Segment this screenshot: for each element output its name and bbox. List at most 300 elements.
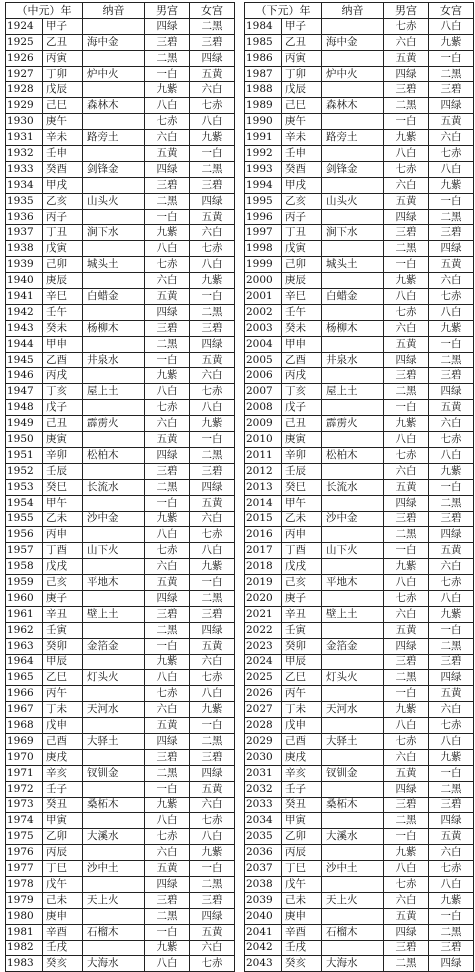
- table-row: [6, 876, 235, 892]
- female-palace-cell: 二黑: [190, 590, 235, 606]
- table-row: [6, 352, 235, 368]
- nayin-cell: 天河水: [83, 702, 145, 718]
- year-cell: 1994: [245, 177, 282, 193]
- female-palace-cell: 七赤: [429, 861, 474, 877]
- male-palace-cell: 九紫: [145, 368, 190, 384]
- female-palace-cell: 三碧: [429, 82, 474, 98]
- female-palace-cell: 八白: [190, 257, 235, 273]
- table-row: [6, 50, 235, 66]
- male-palace-cell: 一白: [384, 543, 429, 559]
- year-cell: 1982: [6, 940, 43, 956]
- female-palace-cell: 二黑: [190, 733, 235, 749]
- nayin-cell: [83, 177, 145, 193]
- female-palace-cell: 五黄: [190, 209, 235, 225]
- table-row: [245, 463, 474, 479]
- year-cell: 2041: [245, 924, 282, 940]
- ganzhi-cell: 壬寅: [282, 622, 322, 638]
- table-row: [6, 924, 235, 940]
- female-palace-cell: 四绿: [190, 908, 235, 924]
- nayin-cell: [83, 940, 145, 956]
- female-palace-cell: 四绿: [190, 336, 235, 352]
- table-row: [245, 797, 474, 813]
- female-palace-cell: 二黑: [429, 638, 474, 654]
- male-palace-cell: 三碧: [145, 892, 190, 908]
- ganzhi-cell: 丙戌: [43, 368, 83, 384]
- male-palace-cell: 四绿: [145, 161, 190, 177]
- nayin-cell: [83, 273, 145, 289]
- ganzhi-cell: 甲申: [282, 336, 322, 352]
- male-palace-cell: 三碧: [145, 463, 190, 479]
- nayin-cell: [322, 304, 384, 320]
- year-cell: 1950: [6, 432, 43, 448]
- female-palace-cell: 一白: [429, 193, 474, 209]
- nayin-cell: [322, 654, 384, 670]
- year-cell: 1987: [245, 66, 282, 82]
- male-palace-cell: 二黑: [384, 670, 429, 686]
- ganzhi-cell: 辛酉: [43, 924, 83, 940]
- male-palace-cell: 五黄: [384, 336, 429, 352]
- female-palace-cell: 八白: [429, 876, 474, 892]
- nayin-cell: 炉中火: [83, 66, 145, 82]
- middle-era-table-body: [6, 18, 235, 971]
- female-palace-cell: 六白: [190, 225, 235, 241]
- nayin-cell: [83, 781, 145, 797]
- ganzhi-cell: 乙酉: [43, 352, 83, 368]
- year-cell: 1948: [6, 400, 43, 416]
- ganzhi-cell: 壬戌: [282, 940, 322, 956]
- year-cell: 2012: [245, 463, 282, 479]
- table-row: [6, 336, 235, 352]
- ganzhi-cell: 戊子: [282, 400, 322, 416]
- ganzhi-cell: 己巳: [282, 98, 322, 114]
- female-palace-cell: 八白: [429, 733, 474, 749]
- female-palace-cell: 二黑: [429, 209, 474, 225]
- table-row: [245, 320, 474, 336]
- male-palace-cell: 三碧: [384, 940, 429, 956]
- nayin-cell: [83, 686, 145, 702]
- table-row: [6, 177, 235, 193]
- male-palace-cell: 三碧: [145, 177, 190, 193]
- nayin-cell: [322, 177, 384, 193]
- ganzhi-cell: 己丑: [282, 416, 322, 432]
- nayin-cell: 壁上土: [83, 606, 145, 622]
- nayin-cell: [83, 718, 145, 734]
- year-cell: 2002: [245, 304, 282, 320]
- female-palace-cell: 二黑: [429, 352, 474, 368]
- table-row: [6, 892, 235, 908]
- female-palace-cell: 五黄: [429, 257, 474, 273]
- year-cell: 1925: [6, 34, 43, 50]
- female-palace-cell: 四绿: [429, 527, 474, 543]
- nayin-cell: [322, 908, 384, 924]
- female-palace-cell: 二黑: [190, 304, 235, 320]
- nayin-cell: [322, 495, 384, 511]
- ganzhi-cell: 乙卯: [282, 829, 322, 845]
- nayin-cell: [322, 876, 384, 892]
- nayin-cell: [322, 813, 384, 829]
- nayin-cell: 钗钏金: [322, 765, 384, 781]
- female-palace-cell: 八白: [429, 590, 474, 606]
- ganzhi-cell: 戊寅: [282, 241, 322, 257]
- male-palace-cell: 八白: [384, 146, 429, 162]
- year-cell: 1995: [245, 193, 282, 209]
- year-cell: 2018: [245, 559, 282, 575]
- year-cell: 1966: [6, 686, 43, 702]
- nayin-cell: 灯头火: [83, 670, 145, 686]
- nayin-cell: [322, 209, 384, 225]
- table-row: [6, 114, 235, 130]
- nayin-cell: [83, 813, 145, 829]
- table-row: [245, 225, 474, 241]
- female-palace-cell: 四绿: [429, 670, 474, 686]
- female-palace-cell: 九紫: [429, 463, 474, 479]
- female-palace-cell: 一白: [429, 622, 474, 638]
- male-palace-cell: 五黄: [384, 765, 429, 781]
- nayin-cell: 白蜡金: [83, 289, 145, 305]
- year-cell: 1936: [6, 209, 43, 225]
- year-cell: 1993: [245, 161, 282, 177]
- table-row: [245, 384, 474, 400]
- table-row: [6, 18, 235, 34]
- female-palace-cell: 九紫: [190, 130, 235, 146]
- table-row: [6, 797, 235, 813]
- female-palace-cell: 一白: [190, 432, 235, 448]
- male-palace-cell: 五黄: [145, 146, 190, 162]
- male-palace-cell: 八白: [384, 289, 429, 305]
- female-palace-cell: 三碧: [429, 225, 474, 241]
- ganzhi-cell: 壬寅: [43, 622, 83, 638]
- nayin-cell: [322, 527, 384, 543]
- year-cell: 2004: [245, 336, 282, 352]
- ganzhi-cell: 丁卯: [282, 66, 322, 82]
- nayin-cell: [322, 273, 384, 289]
- year-cell: 1924: [6, 18, 43, 34]
- nayin-cell: 炉中火: [322, 66, 384, 82]
- year-cell: 1971: [6, 765, 43, 781]
- nayin-cell: [83, 146, 145, 162]
- nayin-cell: 金箔金: [83, 638, 145, 654]
- table-row: [245, 702, 474, 718]
- female-palace-cell: 五黄: [190, 781, 235, 797]
- table-row: [6, 765, 235, 781]
- year-cell: 2021: [245, 606, 282, 622]
- table-row: [6, 718, 235, 734]
- nayin-cell: [322, 50, 384, 66]
- male-palace-cell: 五黄: [384, 193, 429, 209]
- table-row: [245, 241, 474, 257]
- ganzhi-cell: 丙子: [282, 209, 322, 225]
- male-palace-cell: 五黄: [145, 289, 190, 305]
- nayin-cell: [83, 463, 145, 479]
- male-palace-cell: 四绿: [145, 876, 190, 892]
- male-palace-cell: 二黑: [145, 765, 190, 781]
- male-palace-cell: 五黄: [145, 575, 190, 591]
- female-palace-cell: 九紫: [190, 273, 235, 289]
- nayin-cell: 剑锋金: [322, 161, 384, 177]
- female-palace-cell: 八白: [190, 114, 235, 130]
- table-row: [245, 638, 474, 654]
- table-row: [6, 289, 235, 305]
- table-row: [6, 368, 235, 384]
- male-palace-cell: 一白: [145, 495, 190, 511]
- female-palace-cell: 二黑: [190, 447, 235, 463]
- table-row: [6, 606, 235, 622]
- female-palace-cell: 八白: [190, 543, 235, 559]
- table-row: [6, 733, 235, 749]
- male-palace-cell: 八白: [145, 956, 190, 972]
- ganzhi-cell: 癸亥: [43, 956, 83, 972]
- table-row: [245, 590, 474, 606]
- male-palace-cell: 九紫: [145, 654, 190, 670]
- male-palace-cell: 四绿: [384, 924, 429, 940]
- male-palace-cell: 四绿: [145, 447, 190, 463]
- nayin-cell: 沙中土: [83, 861, 145, 877]
- female-palace-header: 女宫: [190, 3, 235, 19]
- male-palace-cell: 八白: [384, 718, 429, 734]
- year-cell: 1929: [6, 98, 43, 114]
- table-row: [6, 273, 235, 289]
- female-palace-cell: 四绿: [190, 50, 235, 66]
- female-palace-cell: 三碧: [190, 34, 235, 50]
- male-palace-cell: 一白: [145, 638, 190, 654]
- female-palace-cell: 二黑: [429, 781, 474, 797]
- female-palace-cell: 四绿: [429, 813, 474, 829]
- female-palace-cell: 五黄: [429, 686, 474, 702]
- table-row: [245, 114, 474, 130]
- nayin-cell: [83, 432, 145, 448]
- male-palace-cell: 四绿: [384, 209, 429, 225]
- table-row: [6, 98, 235, 114]
- year-cell: 1957: [6, 543, 43, 559]
- male-palace-cell: 九紫: [384, 845, 429, 861]
- nayin-cell: 城头土: [322, 257, 384, 273]
- female-palace-cell: 二黑: [190, 876, 235, 892]
- table-row: [6, 638, 235, 654]
- year-cell: 1931: [6, 130, 43, 146]
- nayin-cell: 山头火: [83, 193, 145, 209]
- ganzhi-cell: 丙寅: [282, 50, 322, 66]
- year-cell: 2003: [245, 320, 282, 336]
- male-palace-cell: 六白: [384, 177, 429, 193]
- year-cell: 1944: [6, 336, 43, 352]
- male-palace-cell: 五黄: [384, 50, 429, 66]
- male-palace-cell: 三碧: [384, 368, 429, 384]
- year-cell: 2031: [245, 765, 282, 781]
- table-row: [6, 861, 235, 877]
- female-palace-cell: 一白: [190, 146, 235, 162]
- ganzhi-cell: 戊申: [43, 718, 83, 734]
- table-row: [245, 161, 474, 177]
- ganzhi-cell: 庚子: [282, 590, 322, 606]
- ganzhi-cell: 己未: [43, 892, 83, 908]
- female-palace-cell: 三碧: [429, 940, 474, 956]
- table-row: [245, 273, 474, 289]
- table-row: [6, 34, 235, 50]
- year-cell: 1980: [6, 908, 43, 924]
- nayin-cell: 大驿土: [322, 733, 384, 749]
- male-palace-cell: 二黑: [384, 527, 429, 543]
- male-palace-cell: 四绿: [384, 495, 429, 511]
- table-row: [245, 209, 474, 225]
- ganzhi-cell: 甲辰: [282, 654, 322, 670]
- table-row: [245, 50, 474, 66]
- nayin-cell: [322, 463, 384, 479]
- year-cell: 1945: [6, 352, 43, 368]
- male-palace-cell: 一白: [145, 209, 190, 225]
- male-palace-cell: 七赤: [384, 18, 429, 34]
- male-palace-cell: 七赤: [384, 161, 429, 177]
- male-palace-cell: 二黑: [145, 193, 190, 209]
- table-row: [6, 384, 235, 400]
- table-row: [6, 543, 235, 559]
- female-palace-cell: 六白: [429, 702, 474, 718]
- year-cell: 1991: [245, 130, 282, 146]
- male-palace-cell: 五黄: [384, 908, 429, 924]
- year-cell: 1997: [245, 225, 282, 241]
- ganzhi-cell: 己酉: [282, 733, 322, 749]
- year-cell: 1942: [6, 304, 43, 320]
- male-palace-cell: 五黄: [145, 718, 190, 734]
- nayin-cell: 霹雳火: [322, 416, 384, 432]
- nayin-cell: [83, 622, 145, 638]
- male-palace-cell: 三碧: [145, 34, 190, 50]
- male-palace-cell: 九紫: [384, 130, 429, 146]
- table-row: [6, 686, 235, 702]
- female-palace-cell: 三碧: [190, 463, 235, 479]
- ganzhi-cell: 庚午: [43, 114, 83, 130]
- table-header-row: [245, 3, 474, 19]
- table-row: [6, 82, 235, 98]
- table-row: [245, 432, 474, 448]
- female-palace-cell: 九紫: [429, 320, 474, 336]
- nayin-cell: 桑柘木: [83, 797, 145, 813]
- nayin-cell: [83, 876, 145, 892]
- table-row: [245, 733, 474, 749]
- year-cell: 2015: [245, 511, 282, 527]
- female-palace-cell: 八白: [429, 304, 474, 320]
- female-palace-cell: 九紫: [429, 892, 474, 908]
- year-cell: 1973: [6, 797, 43, 813]
- table-row: [6, 463, 235, 479]
- male-palace-cell: 四绿: [145, 590, 190, 606]
- year-cell: 1979: [6, 892, 43, 908]
- ganzhi-cell: 庚子: [43, 590, 83, 606]
- male-palace-cell: 二黑: [145, 479, 190, 495]
- nayin-cell: 山下火: [322, 543, 384, 559]
- female-palace-cell: 七赤: [429, 146, 474, 162]
- table-row: [245, 130, 474, 146]
- table-row: [6, 590, 235, 606]
- ganzhi-cell: 壬申: [43, 146, 83, 162]
- male-palace-cell: 六白: [384, 463, 429, 479]
- table-row: [245, 257, 474, 273]
- ganzhi-cell: 癸酉: [43, 161, 83, 177]
- table-row: [245, 352, 474, 368]
- year-cell: 2026: [245, 686, 282, 702]
- male-palace-cell: 四绿: [384, 352, 429, 368]
- nayin-cell: 平地木: [322, 575, 384, 591]
- ganzhi-cell: 戊戌: [282, 559, 322, 575]
- table-row: [245, 416, 474, 432]
- female-palace-cell: 六白: [190, 797, 235, 813]
- year-cell: 1933: [6, 161, 43, 177]
- year-cell: 1985: [245, 34, 282, 50]
- nayin-cell: [83, 304, 145, 320]
- nayin-cell: 山下火: [83, 543, 145, 559]
- table-row: [6, 447, 235, 463]
- nayin-cell: 金箔金: [322, 638, 384, 654]
- table-row: [6, 749, 235, 765]
- table-row: [245, 479, 474, 495]
- ganzhi-cell: 甲寅: [282, 813, 322, 829]
- nayin-cell: [322, 590, 384, 606]
- female-palace-cell: 三碧: [190, 749, 235, 765]
- table-row: [245, 336, 474, 352]
- female-palace-cell: 七赤: [190, 527, 235, 543]
- ganzhi-cell: 丁卯: [43, 66, 83, 82]
- male-palace-cell: 二黑: [145, 908, 190, 924]
- ganzhi-cell: 甲戌: [282, 177, 322, 193]
- table-row: [245, 289, 474, 305]
- year-cell: 1958: [6, 559, 43, 575]
- table-row: [245, 606, 474, 622]
- year-cell: 2034: [245, 813, 282, 829]
- year-cell: 1961: [6, 606, 43, 622]
- year-cell: 1996: [245, 209, 282, 225]
- year-cell: 1983: [6, 956, 43, 972]
- male-palace-cell: 八白: [145, 241, 190, 257]
- nayin-cell: [322, 400, 384, 416]
- year-cell: 1954: [6, 495, 43, 511]
- female-palace-cell: 一白: [190, 575, 235, 591]
- nayin-cell: 石榴木: [83, 924, 145, 940]
- male-palace-cell: 一白: [145, 66, 190, 82]
- ganzhi-cell: 己丑: [43, 416, 83, 432]
- ganzhi-cell: 戊辰: [282, 82, 322, 98]
- nayin-cell: 海中金: [83, 34, 145, 50]
- table-row: [245, 82, 474, 98]
- female-palace-cell: 三碧: [190, 892, 235, 908]
- nayin-cell: [322, 241, 384, 257]
- female-palace-cell: 七赤: [190, 98, 235, 114]
- female-palace-cell: 三碧: [429, 654, 474, 670]
- nayin-cell: [83, 559, 145, 575]
- nayin-cell: 涧下水: [83, 225, 145, 241]
- female-palace-cell: 九紫: [429, 34, 474, 50]
- male-palace-cell: 六白: [384, 320, 429, 336]
- year-cell: 2036: [245, 845, 282, 861]
- year-cell: 1960: [6, 590, 43, 606]
- ganzhi-cell: 乙亥: [282, 193, 322, 209]
- nayin-cell: [83, 908, 145, 924]
- year-cell: 1955: [6, 511, 43, 527]
- table-row: [6, 400, 235, 416]
- table-row: [6, 702, 235, 718]
- female-palace-cell: 九紫: [190, 845, 235, 861]
- table-row: [6, 146, 235, 162]
- nayin-header: 纳音: [322, 3, 384, 19]
- female-palace-cell: 六白: [190, 82, 235, 98]
- ganzhi-cell: 癸巳: [282, 479, 322, 495]
- female-palace-cell: 九紫: [429, 606, 474, 622]
- year-cell: 2014: [245, 495, 282, 511]
- ganzhi-cell: 乙巳: [43, 670, 83, 686]
- year-cell: 1940: [6, 273, 43, 289]
- year-cell: 2019: [245, 575, 282, 591]
- table-row: [6, 622, 235, 638]
- male-palace-cell: 九紫: [145, 511, 190, 527]
- nayin-cell: [322, 718, 384, 734]
